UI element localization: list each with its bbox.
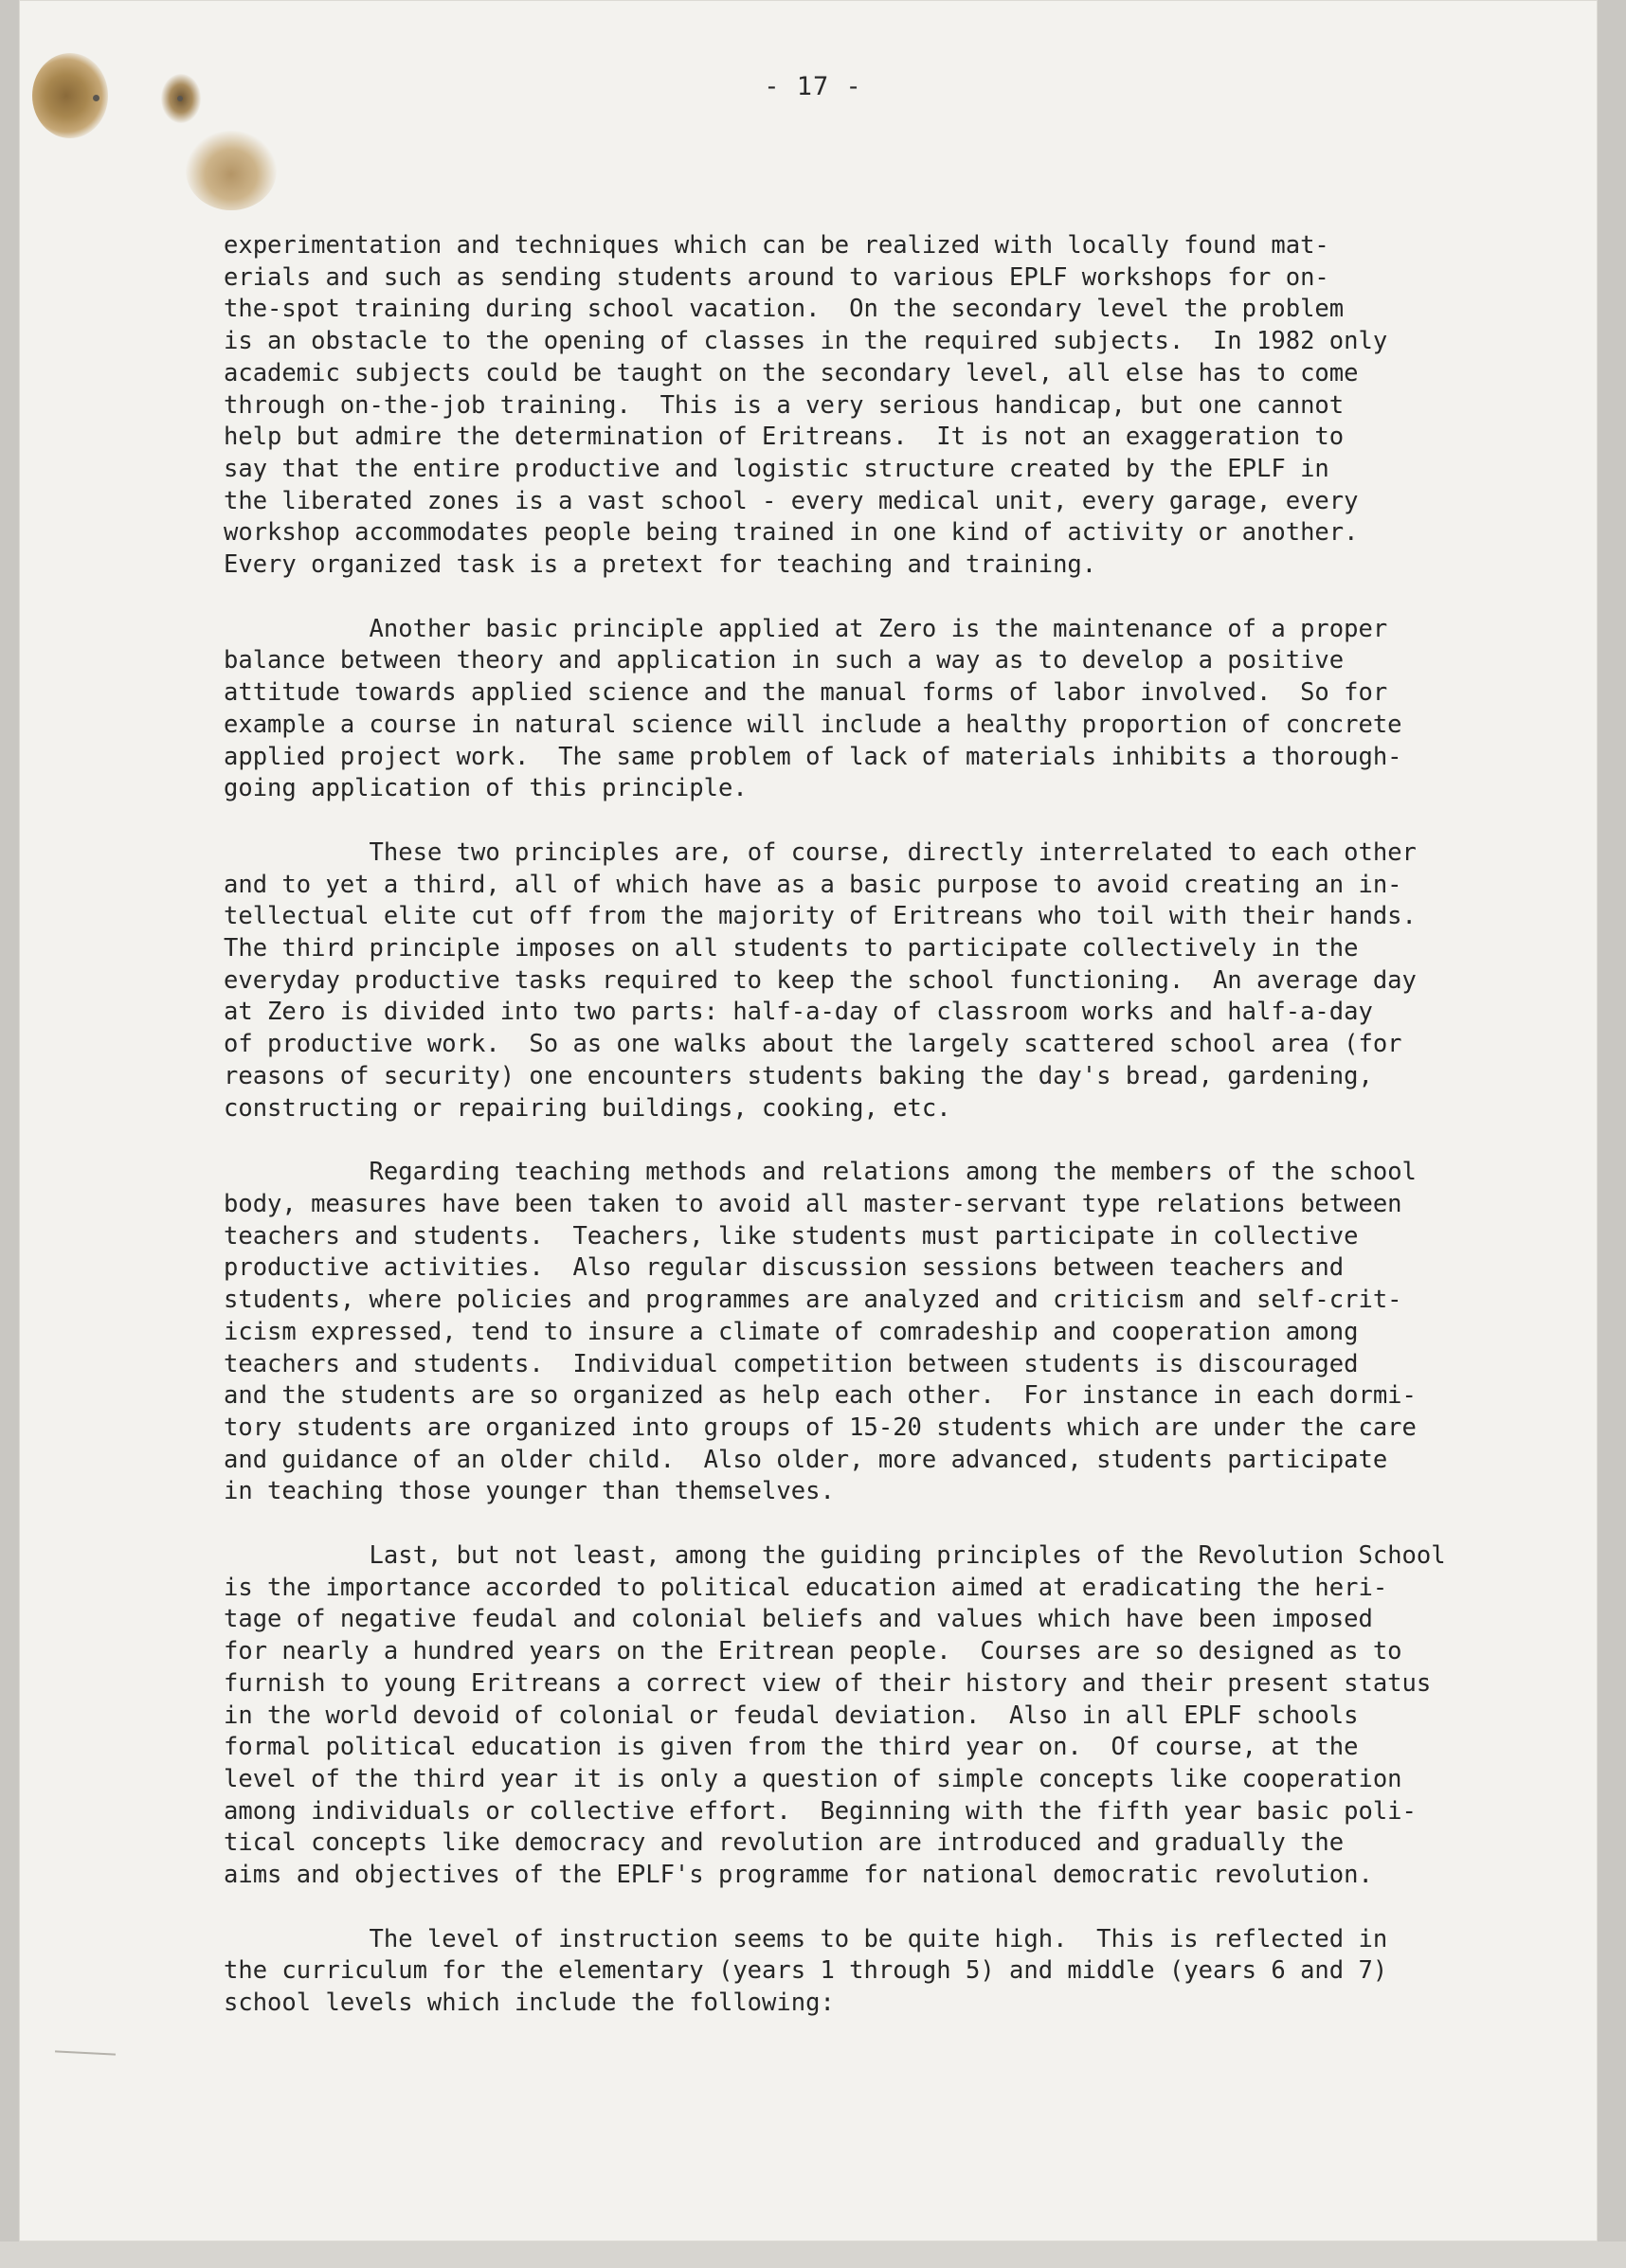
paragraph: Regarding teaching methods and relations among the members of the school body, measures have been taken to avoid all master-servant type relations between teachers and students. Teachers, like students must participate in collective productive activities. Also regular discussion sessions between teachers and students, where policies and programmes are analyzed and criticism and self-crit- icism expressed, tend to insure a climate of comradeship and cooperation among teachers and students. Individual competition between students is discouraged and the students are so organized as help each other. For instance in each dormi- tory students are organized into groups of 15-20 students which are under the care and guidance of an older child. Also older, more advanced, students participate in teaching those younger than themselves.	[224, 1158, 1417, 1506]
stain-mark	[186, 131, 277, 210]
page-number: - 17 -	[764, 72, 862, 101]
body-text	[224, 230, 1550, 2052]
paragraph: Last, but not least, among the guiding principles of the Revolution School is the importance accorded to political education aimed at eradicating the heri- tage of negative feudal and colonial beliefs and values which have been imposed for nearly a hundred years on the Eritrean people. Courses are so designed as to furnish to young Eritreans a correct view of their history and their present status in the world devoid of colonial or feudal deviation. Also in all EPLF schools formal political education is given from the third year on. Of course, at the level of the third year it is only a question of simple concepts like cooperation among individuals or collective effort. Beginning with the fifth year basic poli- tical concepts like democracy and revolution are introduced and gradually the aims and objectives of the EPLF's programme for national democratic revolution.	[224, 1541, 1446, 1890]
paragraph: experimentation and techniques which can be realized with locally found mat- erials and such as sending students around to various EPLF workshops for on- the-spot training during school vacation. On the secondary level the problem is an obstacle to the opening of classes in the required subjects. In 1982 only academic subjects could be taught on the secondary level, all else has to come through on-the-job training. This is a very serious handicap, but one cannot help but admire the determination of Eritreans. It is not an exaggeration to say that the entire productive and logistic structure created by the EPLF in the liberated zones is a vast school - every medical unit, every garage, every workshop accommodates people being trained in one kind of activity or another. Every organized task is a pretext for teaching and training.	[224, 231, 1388, 580]
paragraph: These two principles are, of course, directly interrelated to each other and to yet a third, all of which have as a basic purpose to avoid creating an in- tellectual elite cut off from the majority of Eritreans who toil with their hands. The third principle imposes on all students to participate collectively in the everyday productive tasks required to keep the school functioning. An average day at Zero is divided into two parts: half-a-day of classroom works and half-a-day of productive work. So as one walks about the largely scattered school area (for reasons of security) one encounters students baking the day's bread, gardening, constructing or repairing buildings, cooking, etc.	[224, 837, 1417, 1123]
paragraph: The level of instruction seems to be quite high. This is reflected in the curriculum for the elementary (years 1 through 5) and middle (years 6 and 7) school levels which include the following:	[224, 1924, 1388, 2018]
paragraph: Another basic principle applied at Zero is the maintenance of a proper balance between theory and application in such a way as to develop a positive attitude towards applied science and the manual forms of labor involved. So for example a course in natural science will include a healthy proportion of concrete applied project work. The same problem of lack of materials inhibits a thorough- going application of this principle.	[224, 614, 1402, 803]
scanner-background-strip	[0, 2241, 1626, 2268]
